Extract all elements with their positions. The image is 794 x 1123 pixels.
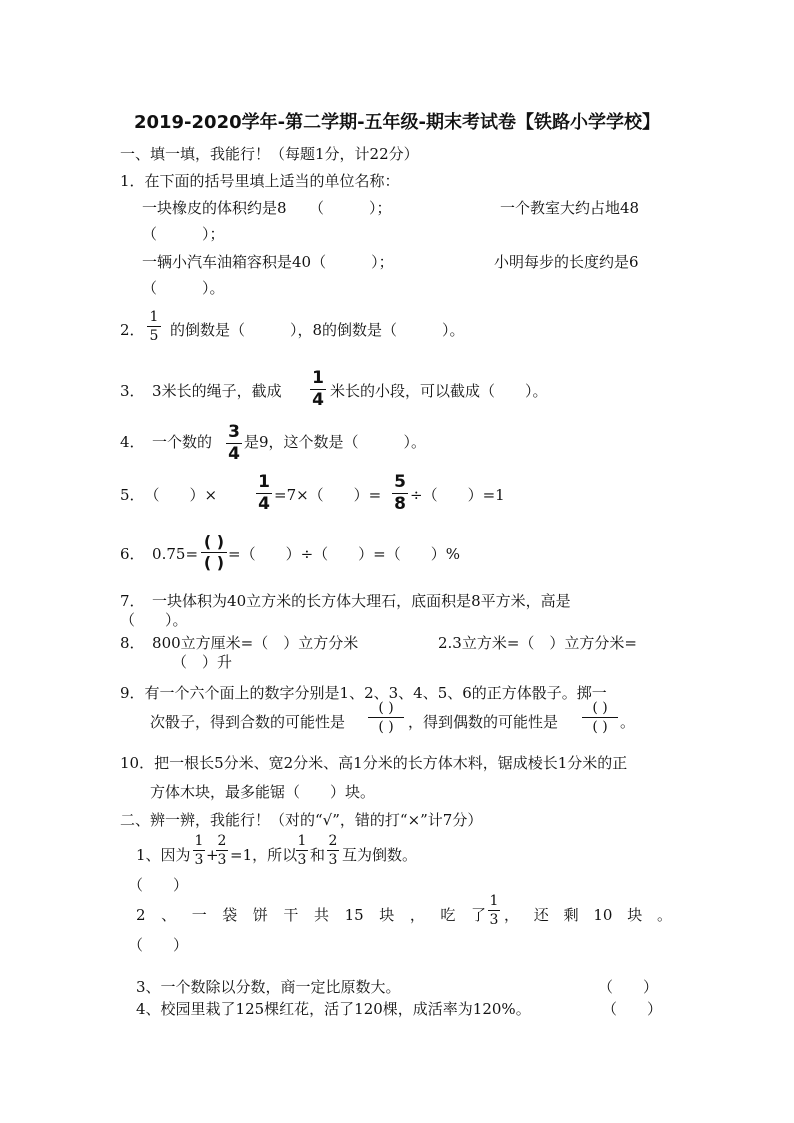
- q1-line-d: 一辆小汽车油箱容积是40（ ）；: [142, 253, 394, 271]
- q5-fraction-1-denominator: 4: [258, 494, 270, 514]
- q10-line-2: 方体木块，最多能锯（ ）块。: [150, 783, 376, 801]
- judge-2-text-a: [136, 905, 486, 925]
- q3-fraction-numerator: 1: [312, 368, 324, 388]
- q8-line-2: （ ）升: [172, 653, 233, 671]
- judge-1-answer-paren[interactable]: （ ）: [128, 876, 189, 894]
- q5-fraction-2: [392, 474, 408, 513]
- text-token: 一: [191, 906, 207, 924]
- judge-4-text: 4、校园里栽了125棵红花，活了120棵，成活率为120%。: [136, 1000, 531, 1018]
- judge-1-fraction-3-denominator: 3: [297, 852, 307, 868]
- q1-line-e: 小明每步的长度约是6: [494, 253, 639, 271]
- q2-fraction-numerator: 1: [149, 309, 159, 325]
- fraction-bar: [193, 850, 205, 851]
- q5-text-before: 5． （ ）×: [120, 486, 218, 504]
- q4-fraction-denominator: 4: [228, 444, 240, 464]
- q9-fraction-1: [368, 701, 404, 734]
- q4-fraction: [226, 424, 242, 463]
- q5-text-mid: =7×（ ）=: [274, 486, 382, 504]
- q2-fraction: [147, 310, 161, 343]
- fraction-bar: [582, 717, 618, 718]
- section2-heading: 二、辨一辨，我能行！（对的“√”，错的打“×”计7分）: [120, 811, 483, 829]
- q9-fraction-2: [582, 701, 618, 734]
- text-token: 饼: [252, 906, 268, 924]
- fraction-bar: [216, 850, 228, 851]
- judge-1-text-a: 1、因为: [136, 846, 191, 864]
- text-token: 还: [533, 906, 549, 924]
- exam-title: 2019-2020学年-第二学期-五年级-期末考试卷【铁路小学学校】: [133, 112, 661, 133]
- q9-fraction-1-denominator: ( ): [378, 719, 394, 735]
- q9-fraction-2-numerator: ( ): [592, 700, 608, 716]
- fraction-bar: [368, 717, 404, 718]
- q2-text: 的倒数是（ ），8的倒数是（ ）。: [170, 321, 465, 339]
- judge-2-fraction-denominator: 3: [489, 912, 499, 928]
- q5-fraction-1-numerator: 1: [258, 472, 270, 492]
- text-token: 10: [593, 906, 613, 924]
- q5-text-after: ÷（ ）=1: [410, 486, 505, 504]
- judge-1-fraction-1: [193, 834, 205, 867]
- text-token: 吃: [440, 906, 456, 924]
- q5-fraction-2-denominator: 8: [394, 494, 406, 514]
- judge-1-fraction-2-denominator: 3: [217, 852, 227, 868]
- text-token: 袋: [222, 906, 238, 924]
- q9-fraction-2-denominator: ( ): [592, 719, 608, 735]
- text-token: 块: [627, 906, 643, 924]
- judge-1-fraction-2: [216, 834, 228, 867]
- q2-number: 2．: [120, 321, 145, 339]
- q1-stem: 1．在下面的括号里填上适当的单位名称：: [120, 172, 400, 190]
- judge-2-fraction-numerator: 1: [489, 893, 499, 909]
- q9-line-1: 9．有一个六个面上的数字分别是1、2、3、4、5、6的正方体骰子。掷一: [120, 684, 607, 702]
- judge-1-fraction-2-numerator: 2: [217, 833, 227, 849]
- q3-fraction-denominator: 4: [312, 390, 324, 410]
- text-token: 剩: [563, 906, 579, 924]
- q3-text-before: 3． 3米长的绳子，截成: [120, 382, 282, 400]
- judge-2-answer-paren[interactable]: （ ）: [128, 936, 189, 954]
- q4-fraction-numerator: 3: [228, 422, 240, 442]
- judge-3-answer-paren[interactable]: （ ）: [598, 978, 659, 996]
- q2-fraction-denominator: 5: [149, 328, 159, 344]
- q3-text-after: 米长的小段，可以截成（ ）。: [330, 382, 548, 400]
- q7-line-1: 7． 一块体积为40立方米的长方体大理石，底面积是8平方米，高是: [120, 592, 571, 610]
- judge-1-text-c: 和: [310, 846, 326, 864]
- fraction-bar: [327, 850, 339, 851]
- text-token: ，: [409, 906, 425, 924]
- judge-2-text-b: [504, 905, 672, 925]
- text-token: 、: [161, 906, 177, 924]
- q9-fraction-1-numerator: ( ): [378, 700, 394, 716]
- judge-1-text-b: =1，所以: [230, 846, 298, 864]
- judge-1-fraction-3: [296, 834, 308, 867]
- q1-line-b: 一个教室大约占地48: [500, 199, 640, 217]
- text-token: 了: [470, 906, 486, 924]
- fraction-bar: [147, 326, 161, 327]
- fraction-bar: [488, 910, 500, 911]
- judge-1-fraction-4: [327, 834, 339, 867]
- fraction-bar: [296, 850, 308, 851]
- q9-line-2b: ，得到偶数的可能性是: [408, 713, 559, 731]
- judge-1-fraction-1-denominator: 3: [194, 852, 204, 868]
- q8-line-1b: 2.3立方米=（ ）立方分米=: [438, 634, 637, 652]
- q7-line-2: （ ）。: [120, 611, 188, 629]
- q1-line-f: （ ）。: [142, 279, 225, 297]
- q1-line-c: （ ）；: [142, 225, 225, 243]
- section1-heading: 一、填一填，我能行！（每题1分，计22分）: [120, 145, 419, 163]
- q9-line-2c: 。: [620, 713, 636, 731]
- judge-1-fraction-1-numerator: 1: [194, 833, 204, 849]
- text-token: 块: [379, 906, 395, 924]
- text-token: ，: [504, 906, 520, 924]
- q4-text-before: 4． 一个数的: [120, 433, 213, 451]
- judge-1-fraction-4-numerator: 2: [328, 833, 338, 849]
- judge-1-fraction-4-denominator: 3: [328, 852, 338, 868]
- text-token: 。: [656, 906, 672, 924]
- q6-fraction: [201, 534, 227, 571]
- judge-4-answer-paren[interactable]: （ ）: [602, 1000, 663, 1018]
- q10-line-1: 10．把一根长5分米、宽2分米、高1分米的长方体木料，锯成棱长1分米的正: [120, 754, 628, 772]
- q6-fraction-denominator: ( ): [203, 553, 225, 572]
- q5-fraction-1: [256, 474, 272, 513]
- judge-1-plus: +: [206, 846, 219, 864]
- judge-1-text-d: 互为倒数。: [342, 846, 418, 864]
- q6-fraction-numerator: ( ): [203, 532, 225, 551]
- q6-text-before: 6． 0.75=: [120, 545, 199, 563]
- q4-text-after: 是9，这个数是（ ）。: [244, 433, 427, 451]
- q8-line-1a: 8． 800立方厘米=（ ）立方分米: [120, 634, 359, 652]
- text-token: 干: [283, 906, 299, 924]
- text-token: 2: [136, 906, 146, 924]
- judge-2-fraction: [488, 894, 500, 927]
- q6-text-after: =（ ）÷（ ）=（ ）%: [228, 545, 460, 563]
- text-token: 共: [314, 906, 330, 924]
- q5-fraction-2-numerator: 5: [394, 472, 406, 492]
- judge-3-text: 3、一个数除以分数，商一定比原数大。: [136, 978, 401, 996]
- judge-1-fraction-3-numerator: 1: [297, 833, 307, 849]
- text-token: 15: [344, 906, 364, 924]
- q9-line-2a: 次骰子，得到合数的可能性是: [150, 713, 346, 731]
- q1-line-a: 一块橡皮的体积约是8 （ ）；: [142, 199, 392, 217]
- q3-fraction: [310, 370, 326, 409]
